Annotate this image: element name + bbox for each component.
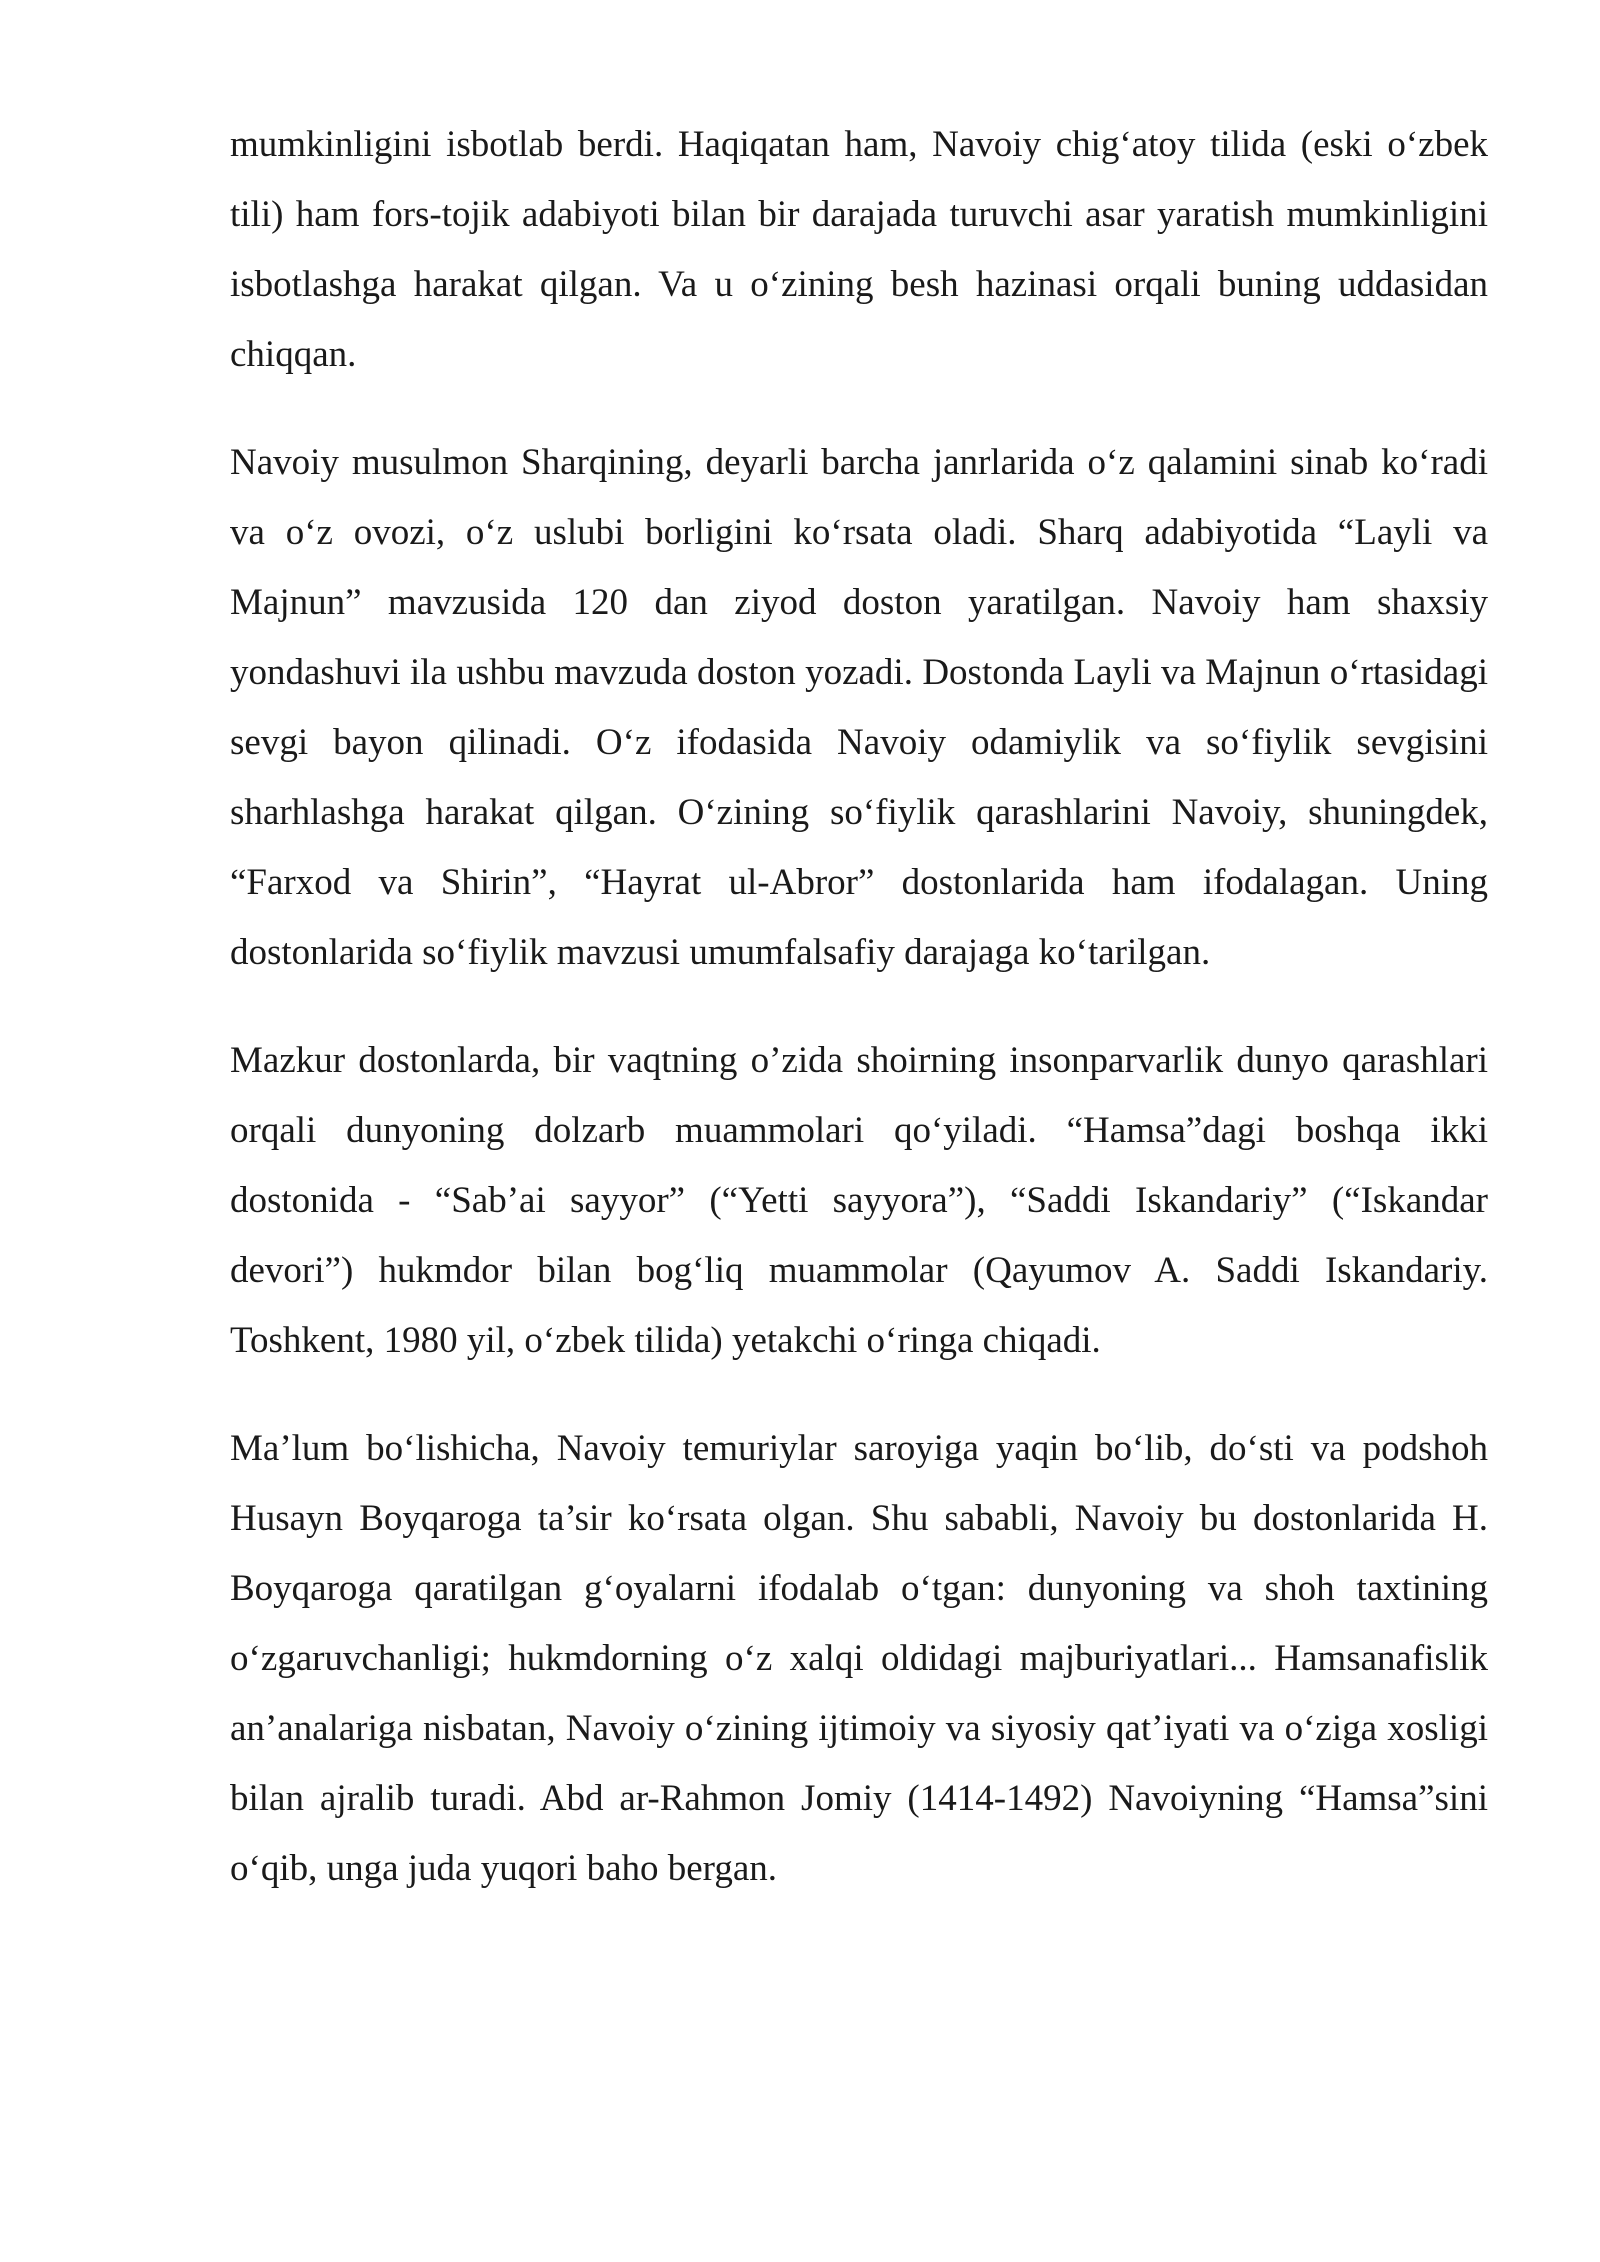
document-body (230, 110, 1488, 1942)
paragraph: Mazkur dostonlarda, bir vaqtning o’zida shoirning insonparvarlik dunyo qarashlari orqali dunyoning dolzarb muammolari qo‘yiladi. “Hamsa”dagi boshqa ikki dostonida - “Sab’ai sayyor” (“Yetti sayyora”), “Saddi Iskandariy” (“Iskandar devori”) hukmdor bilan bog‘liq muammolar (Qayumov A. Saddi Iskandariy. Toshkent, 1980 yil, o‘zbek tilida) yetakchi o‘ringa chiqadi. (230, 1040, 1488, 1361)
paragraph: Navoiy musulmon Sharqining, deyarli barcha janrlarida o‘z qalamini sinab ko‘radi va o‘z ovozi, o‘z uslubi borligini ko‘rsata oladi. Sharq adabiyotida “Layli va Majnun” mavzusida 120 dan ziyod doston yaratilgan. Navoiy ham shaxsiy yondashuvi ila ushbu mavzuda doston yozadi. Dostonda Layli va Majnun o‘rtasidagi sevgi bayon qilinadi. O‘z ifodasida Navoiy odamiylik va so‘fiylik sevgisini sharhlashga harakat qilgan. O‘zining so‘fiylik qarashlarini Navoiy, shuningdek, “Farxod va Shirin”, “Hayrat ul-Abror” dostonlarida ham ifodalagan. Uning dostonlarida so‘fiylik mavzusi umumfalsafiy darajaga ko‘tarilgan. (230, 442, 1488, 973)
paragraph: Ma’lum bo‘lishicha, Navoiy temuriylar saroyiga yaqin bo‘lib, do‘sti va podshoh Husayn Boyqaroga ta’sir ko‘rsata olgan. Shu sababli, Navoiy bu dostonlarida H. Boyqaroga qaratilgan g‘oyalarni ifodalab o‘tgan: dunyoning va shoh taxtining o‘zgaruvchanligi; hukmdorning o‘z xalqi oldidagi majburiyatlari... Hamsanafislik an’analariga nisbatan, Navoiy o‘zining ijtimoiy va siyosiy qat’iyati va o‘ziga xosligi bilan ajralib turadi. Abd ar-Rahmon Jomiy (1414-1492) Navoiyning “Hamsa”sini o‘qib, unga juda yuqori baho bergan. (230, 1428, 1488, 1889)
paragraph: mumkinligini isbotlab berdi. Haqiqatan ham, Navoiy chig‘atoy tilida (eski o‘zbek tili) ham fors-tojik adabiyoti bilan bir darajada turuvchi asar yaratish mumkinligini isbotlashga harakat qilgan. Va u o‘zining besh hazinasi orqali buning uddasidan chiqqan. (230, 124, 1488, 375)
